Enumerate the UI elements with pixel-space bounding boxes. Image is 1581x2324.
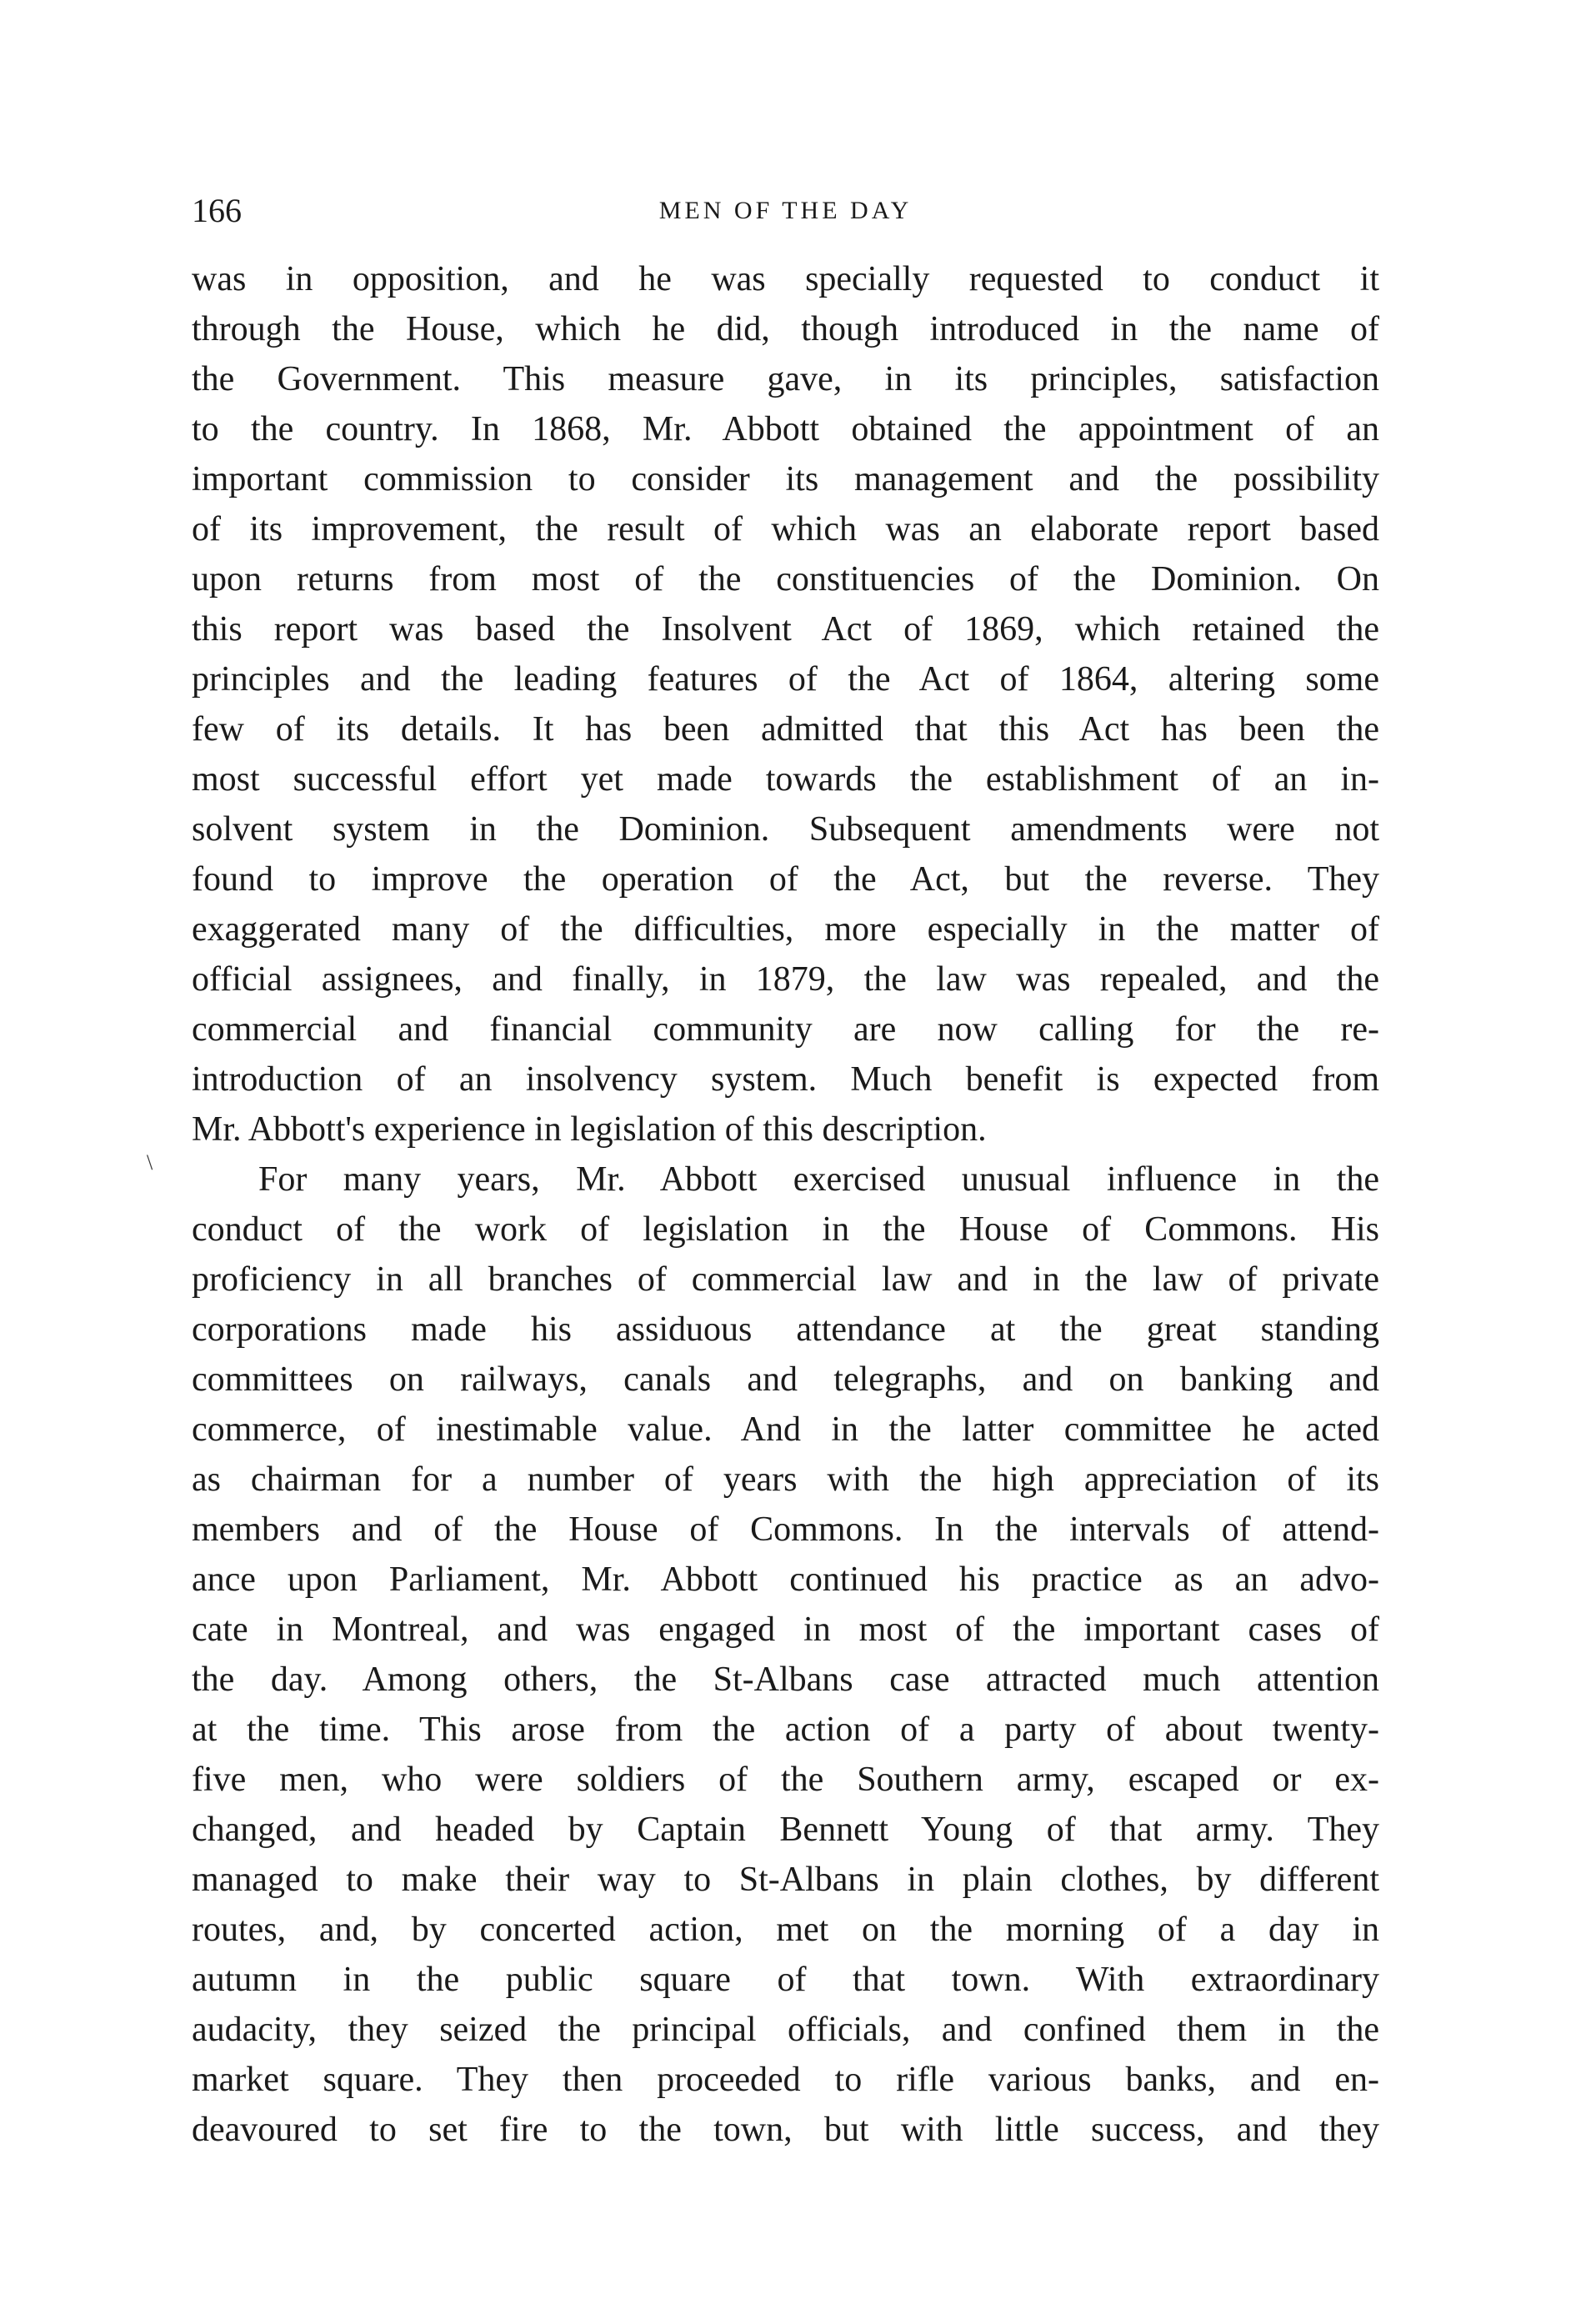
body-text — [192, 254, 1379, 2155]
running-head: MEN OF THE DAY — [658, 197, 913, 224]
text-line: members and of the House of Commons. In the intervals of attend- — [192, 1510, 1379, 1549]
text-line: autumn in the public square of that town. With extraordinary — [192, 1961, 1379, 1999]
text-line: deavoured to set fire to the town, but with little success, and they — [192, 2111, 1379, 2149]
text-line: proficiency in all branches of commercial law and in the law of private — [192, 1260, 1379, 1299]
text-line: conduct of the work of legislation in the House of Commons. His — [192, 1210, 1379, 1249]
text-line: through the House, which he did, though introduced in the name of — [192, 310, 1379, 348]
text-line: cate in Montreal, and was engaged in most of the important cases of — [192, 1610, 1379, 1649]
text-line: committees on railways, canals and telegraphs, and on banking and — [192, 1360, 1379, 1399]
text-line: corporations made his assiduous attendance at the great standing — [192, 1310, 1379, 1349]
text-line: commercial and financial community are now calling for the re- — [192, 1010, 1379, 1049]
text-line: important commission to consider its management and the possibility — [192, 460, 1379, 498]
text-line: solvent system in the Dominion. Subsequent amendments were not — [192, 810, 1379, 849]
text-line: the day. Among others, the St-Albans case attracted much attention — [192, 1660, 1379, 1699]
text-line: to the country. In 1868, Mr. Abbott obtained the appointment of an — [192, 410, 1379, 448]
text-line: principles and the leading features of the Act of 1864, altering some — [192, 660, 1379, 699]
page-number: 166 — [192, 192, 242, 229]
text-line: this report was based the Insolvent Act of 1869, which retained the — [192, 610, 1379, 649]
text-line: most successful effort yet made towards the establishment of an in- — [192, 760, 1379, 799]
text-line: For many years, Mr. Abbott exercised unusual influence in the — [258, 1160, 1379, 1199]
text-line: routes, and, by concerted action, met on the morning of a day in — [192, 1911, 1379, 1949]
text-line: Mr. Abbott's experience in legislation of this description. — [192, 1110, 987, 1149]
margin-mark: \ — [147, 1150, 153, 1175]
text-line: few of its details. It has been admitted that this Act has been the — [192, 710, 1379, 749]
text-line: as chairman for a number of years with the high appreciation of its — [192, 1460, 1379, 1499]
text-line: exaggerated many of the difficulties, more especially in the matter of — [192, 910, 1379, 949]
text-line: official assignees, and finally, in 1879, the law was repealed, and the — [192, 960, 1379, 999]
text-line: ance upon Parliament, Mr. Abbott continued his practice as an advo- — [192, 1560, 1379, 1599]
page-header — [192, 190, 1379, 232]
text-line: audacity, they seized the principal officials, and confined them in the — [192, 2011, 1379, 2049]
text-line: of its improvement, the result of which was an elaborate report based — [192, 510, 1379, 548]
text-line: changed, and headed by Captain Bennett Young of that army. They — [192, 1811, 1379, 1849]
text-line: at the time. This arose from the action of a party of about twenty- — [192, 1710, 1379, 1749]
text-line: found to improve the operation of the Act, but the reverse. They — [192, 860, 1379, 899]
text-line: introduction of an insolvency system. Much benefit is expected from — [192, 1060, 1379, 1099]
text-line: managed to make their way to St-Albans in plain clothes, by different — [192, 1861, 1379, 1899]
paragraph-2 — [192, 1154, 1379, 2155]
text-line: market square. They then proceeded to rifle various banks, and en- — [192, 2061, 1379, 2099]
text-line: commerce, of inestimable value. And in the latter committee he acted — [192, 1410, 1379, 1449]
text-line: the Government. This measure gave, in its principles, satisfaction — [192, 360, 1379, 398]
paragraph-1 — [192, 254, 1379, 1154]
text-line: was in opposition, and he was specially requested to conduct it — [192, 260, 1379, 298]
text-line: five men, who were soldiers of the Southern army, escaped or ex- — [192, 1761, 1379, 1799]
text-line: upon returns from most of the constituencies of the Dominion. On — [192, 560, 1379, 599]
